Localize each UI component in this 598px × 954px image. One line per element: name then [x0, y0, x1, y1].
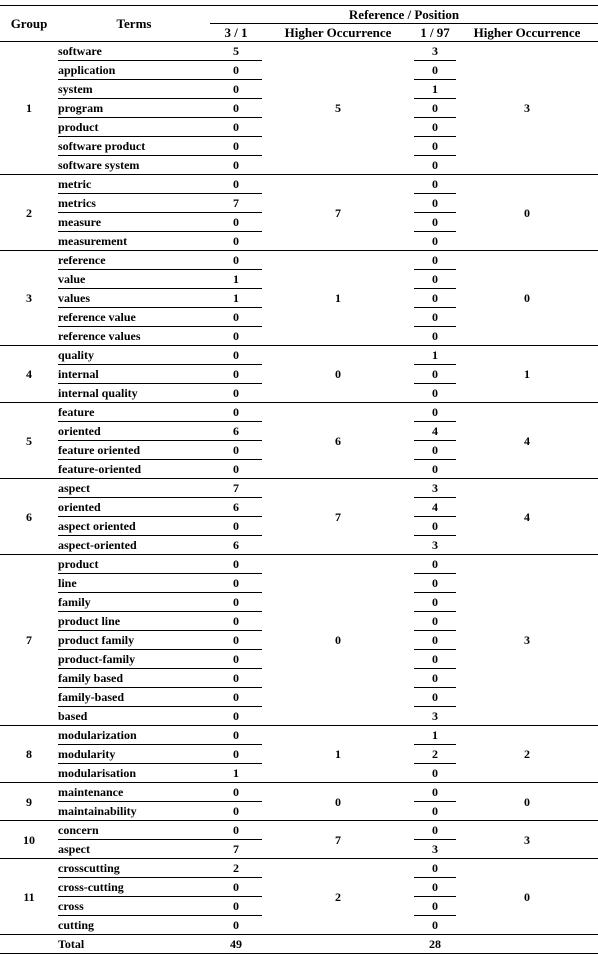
table-row: [0, 403, 598, 422]
count-1-97: 0: [414, 631, 456, 650]
count-3-1: 5: [210, 42, 262, 61]
total-group-cell: [0, 935, 58, 954]
table-row: [0, 859, 598, 878]
header-reference-position: Reference / Position: [210, 6, 598, 24]
term-label: product line: [58, 612, 210, 631]
count-1-97: 0: [432, 804, 438, 818]
total-count-1-97: 28: [414, 935, 456, 954]
term-label: family: [58, 593, 210, 612]
count-3-1: 0: [210, 213, 262, 232]
count-1-97: 0: [414, 688, 456, 707]
term-label: reference values: [58, 329, 141, 343]
count-1-97: 0: [414, 308, 456, 327]
term-label: value: [58, 270, 210, 289]
count-1-97: 0: [414, 878, 456, 897]
count-3-1: 6: [210, 498, 262, 517]
term-label: measure: [58, 213, 210, 232]
higher-occurrence-1: 0: [262, 346, 414, 403]
higher-occurrence-1: 7: [262, 175, 414, 251]
count-3-1: 0: [233, 329, 239, 343]
term-label: family based: [58, 669, 210, 688]
term-label: software: [58, 42, 210, 61]
term-label: software system: [58, 158, 140, 172]
term-label: software product: [58, 137, 210, 156]
count-3-1: 1: [210, 289, 262, 308]
count-3-1: 0: [210, 175, 262, 194]
count-1-97: 0: [414, 99, 456, 118]
count-1-97: 0: [414, 650, 456, 669]
count-3-1: 0: [210, 80, 262, 99]
count-1-97: 0: [432, 158, 438, 172]
total-higher-2-cell: [456, 935, 598, 954]
count-3-1: 0: [233, 918, 239, 932]
count-3-1: 0: [210, 308, 262, 327]
term-label: metric: [58, 175, 210, 194]
count-1-97: 4: [414, 422, 456, 441]
table-header: [0, 6, 598, 42]
term-label: measurement: [58, 234, 128, 248]
term-label: reference: [58, 251, 210, 270]
term-label: feature oriented: [58, 441, 210, 460]
table-body: [0, 42, 598, 954]
count-3-1: 0: [233, 709, 239, 723]
term-label: modularisation: [58, 766, 137, 780]
higher-occurrence-2: 3: [456, 821, 598, 859]
count-1-97: 3: [414, 479, 456, 498]
count-1-97: 1: [414, 726, 456, 745]
higher-occurrence-1: 5: [262, 42, 414, 175]
count-1-97: 3: [432, 538, 438, 552]
term-label: aspect: [58, 842, 90, 856]
header-higher-occurrence-2: Higher Occurrence: [456, 24, 598, 42]
count-3-1: 7: [210, 194, 262, 213]
higher-occurrence-1: 2: [262, 859, 414, 935]
term-label: product: [58, 555, 210, 574]
count-3-1: 0: [210, 365, 262, 384]
count-3-1: 0: [210, 612, 262, 631]
count-3-1: 0: [210, 99, 262, 118]
count-1-97: 0: [414, 61, 456, 80]
count-1-97: 0: [414, 194, 456, 213]
group-number: 2: [0, 175, 58, 251]
count-3-1: 0: [233, 234, 239, 248]
count-3-1: 0: [233, 462, 239, 476]
count-1-97: 0: [414, 289, 456, 308]
count-3-1: 0: [210, 593, 262, 612]
term-label: cutting: [58, 918, 94, 932]
table-row: [0, 42, 598, 61]
count-3-1: 1: [233, 766, 239, 780]
count-3-1: 0: [210, 783, 262, 802]
count-1-97: 3: [414, 42, 456, 61]
count-1-97: 0: [414, 612, 456, 631]
higher-occurrence-1: 1: [262, 251, 414, 346]
count-3-1: 0: [210, 878, 262, 897]
header-col2: 1 / 97: [414, 24, 456, 42]
count-1-97: 0: [432, 766, 438, 780]
term-label: system: [58, 80, 210, 99]
term-label: concern: [58, 821, 210, 840]
higher-occurrence-2: 3: [456, 42, 598, 175]
count-3-1: 0: [233, 158, 239, 172]
term-label: aspect oriented: [58, 517, 210, 536]
group-number: 7: [0, 555, 58, 726]
count-1-97: 0: [414, 213, 456, 232]
count-1-97: 0: [414, 859, 456, 878]
count-1-97: 0: [432, 462, 438, 476]
count-1-97: 3: [432, 709, 438, 723]
higher-occurrence-2: 2: [456, 726, 598, 783]
group-number: 6: [0, 479, 58, 555]
table-row: [0, 555, 598, 574]
higher-occurrence-2: 3: [456, 555, 598, 726]
header-col1: 3 / 1: [210, 24, 262, 42]
higher-occurrence-1: 7: [262, 821, 414, 859]
count-1-97: 0: [414, 517, 456, 536]
count-3-1: 0: [210, 897, 262, 916]
higher-occurrence-2: 4: [456, 403, 598, 479]
term-label: internal: [58, 365, 210, 384]
count-3-1: 0: [233, 386, 239, 400]
higher-occurrence-2: 0: [456, 175, 598, 251]
count-1-97: 0: [414, 783, 456, 802]
count-3-1: 0: [210, 555, 262, 574]
table-row: [0, 175, 598, 194]
count-1-97: 0: [414, 365, 456, 384]
count-1-97: 0: [414, 593, 456, 612]
table-row: [0, 479, 598, 498]
total-count-3-1: 49: [210, 935, 262, 954]
higher-occurrence-2: 0: [456, 251, 598, 346]
term-label: modularization: [58, 726, 210, 745]
table-row: [0, 821, 598, 840]
term-label: based: [58, 709, 88, 723]
count-3-1: 0: [210, 403, 262, 422]
header-group: Group: [0, 6, 58, 42]
group-number: 8: [0, 726, 58, 783]
term-label: aspect: [58, 479, 210, 498]
term-label: line: [58, 574, 210, 593]
count-3-1: 0: [210, 745, 262, 764]
table-row: [0, 783, 598, 802]
term-occurrence-table: [0, 5, 598, 954]
count-1-97: 0: [432, 386, 438, 400]
term-label: oriented: [58, 498, 210, 517]
count-1-97: 0: [414, 251, 456, 270]
higher-occurrence-1: 1: [262, 726, 414, 783]
term-label: aspect-oriented: [58, 538, 137, 552]
term-label: product: [58, 118, 210, 137]
table-row: [0, 251, 598, 270]
higher-occurrence-2: 0: [456, 859, 598, 935]
term-label: product-family: [58, 650, 210, 669]
term-label: values: [58, 289, 210, 308]
term-label: maintainability: [58, 804, 137, 818]
higher-occurrence-2: 4: [456, 479, 598, 555]
count-3-1: 0: [233, 804, 239, 818]
higher-occurrence-1: 6: [262, 403, 414, 479]
count-3-1: 0: [210, 821, 262, 840]
term-label: application: [58, 61, 210, 80]
total-label: Total: [58, 935, 210, 954]
count-1-97: 1: [414, 80, 456, 99]
total-higher-1-cell: [262, 935, 414, 954]
term-label: metrics: [58, 194, 210, 213]
count-1-97: 1: [414, 346, 456, 365]
group-number: 10: [0, 821, 58, 859]
count-1-97: 0: [432, 234, 438, 248]
count-3-1: 2: [210, 859, 262, 878]
count-1-97: 3: [432, 842, 438, 856]
count-1-97: 2: [414, 745, 456, 764]
count-1-97: 0: [414, 137, 456, 156]
term-label: modularity: [58, 745, 210, 764]
term-label: program: [58, 99, 210, 118]
count-3-1: 0: [210, 726, 262, 745]
count-1-97: 0: [432, 918, 438, 932]
count-3-1: 0: [210, 574, 262, 593]
count-1-97: 0: [414, 821, 456, 840]
count-3-1: 0: [210, 346, 262, 365]
count-3-1: 0: [210, 251, 262, 270]
count-3-1: 0: [210, 61, 262, 80]
count-1-97: 0: [414, 897, 456, 916]
count-3-1: 6: [233, 538, 239, 552]
higher-occurrence-1: 0: [262, 783, 414, 821]
term-label: product family: [58, 631, 210, 650]
term-label: reference value: [58, 308, 210, 327]
term-label: internal quality: [58, 386, 138, 400]
count-3-1: 0: [210, 118, 262, 137]
count-1-97: 0: [414, 270, 456, 289]
count-3-1: 7: [210, 479, 262, 498]
count-3-1: 0: [210, 650, 262, 669]
term-label: family-based: [58, 688, 210, 707]
term-label: feature-oriented: [58, 462, 142, 476]
count-1-97: 0: [414, 118, 456, 137]
higher-occurrence-1: 7: [262, 479, 414, 555]
count-1-97: 0: [414, 555, 456, 574]
count-3-1: 0: [210, 669, 262, 688]
count-3-1: 7: [233, 842, 239, 856]
count-1-97: 0: [432, 329, 438, 343]
header-higher-occurrence-1: Higher Occurrence: [262, 24, 414, 42]
group-number: 9: [0, 783, 58, 821]
table-row: [0, 346, 598, 365]
count-3-1: 1: [210, 270, 262, 289]
higher-occurrence-2: 1: [456, 346, 598, 403]
group-number: 4: [0, 346, 58, 403]
count-1-97: 0: [414, 175, 456, 194]
count-3-1: 0: [210, 688, 262, 707]
term-label: quality: [58, 346, 210, 365]
count-1-97: 0: [414, 403, 456, 422]
count-3-1: 0: [210, 631, 262, 650]
term-label: maintenance: [58, 783, 210, 802]
table-row: [0, 726, 598, 745]
group-number: 11: [0, 859, 58, 935]
count-1-97: 0: [414, 441, 456, 460]
count-1-97: 4: [414, 498, 456, 517]
term-label: oriented: [58, 422, 210, 441]
term-label: cross: [58, 897, 210, 916]
count-3-1: 6: [210, 422, 262, 441]
count-1-97: 0: [414, 669, 456, 688]
count-3-1: 0: [210, 137, 262, 156]
term-label: crosscutting: [58, 859, 210, 878]
higher-occurrence-1: 0: [262, 555, 414, 726]
group-number: 5: [0, 403, 58, 479]
count-3-1: 0: [210, 517, 262, 536]
count-1-97: 0: [414, 574, 456, 593]
group-number: 3: [0, 251, 58, 346]
term-label: cross-cutting: [58, 878, 210, 897]
total-row: [0, 935, 598, 954]
header-terms: Terms: [58, 6, 210, 42]
higher-occurrence-2: 0: [456, 783, 598, 821]
group-number: 1: [0, 42, 58, 175]
count-3-1: 0: [210, 441, 262, 460]
term-label: feature: [58, 403, 210, 422]
